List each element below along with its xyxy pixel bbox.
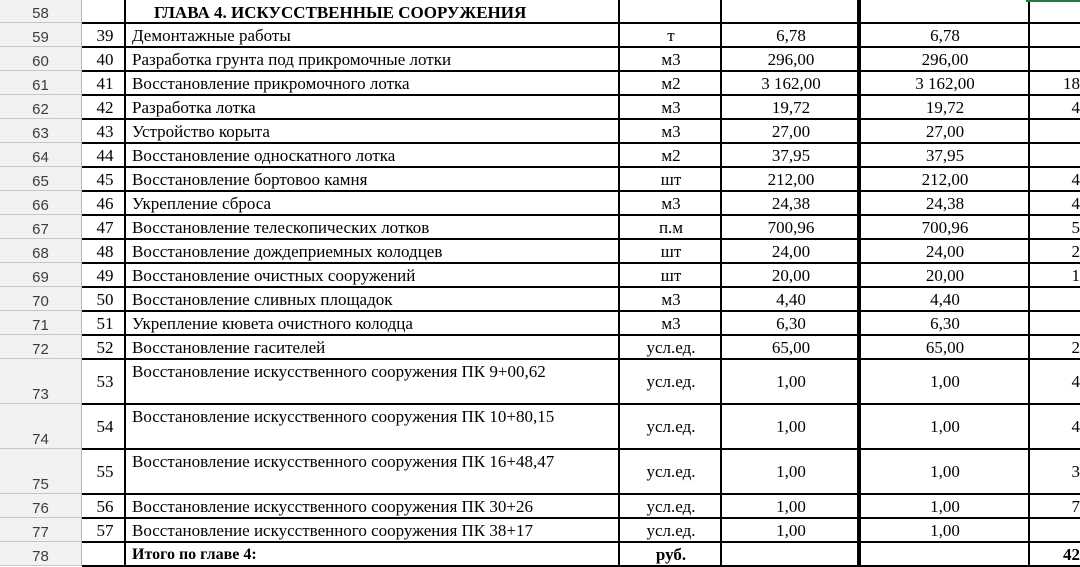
row-number: 55 (96, 461, 114, 481)
quantity-project[interactable]: 6,78 (776, 26, 806, 45)
row-header-63[interactable]: 63 (0, 119, 82, 143)
quantity-actual[interactable]: 700,96 (921, 218, 969, 237)
row-header-76[interactable]: 76 (0, 494, 82, 518)
row-number: 41 (96, 74, 114, 93)
unit-cell[interactable]: п.м (658, 218, 684, 237)
quantity-project[interactable]: 1,00 (776, 371, 806, 391)
work-name[interactable]: Восстановление прикромочного лотка (132, 74, 410, 93)
quantity-actual[interactable]: 4,40 (930, 290, 960, 309)
row-header-73[interactable]: 73 (0, 359, 82, 404)
row-number: 47 (96, 218, 114, 237)
row-header-64[interactable]: 64 (0, 143, 82, 167)
row-border (82, 118, 1080, 120)
quantity-project[interactable]: 3 162,00 (761, 74, 821, 93)
quantity-project[interactable]: 24,00 (771, 242, 811, 261)
column-border (1028, 0, 1030, 566)
quantity-project[interactable]: 6,30 (776, 314, 806, 333)
row-header-65[interactable]: 65 (0, 167, 82, 191)
amount-cell[interactable] (1030, 49, 1080, 71)
row-number: 42 (96, 98, 114, 117)
amount-cell[interactable]: 4 (1071, 170, 1080, 189)
unit-cell[interactable]: м3 (661, 98, 681, 117)
amount-cell[interactable] (1030, 121, 1080, 143)
row-header-75[interactable]: 75 (0, 449, 82, 494)
quantity-actual[interactable]: 19,72 (925, 98, 965, 117)
amount-cell[interactable]: 5 (1071, 218, 1080, 237)
amount-cell[interactable]: 4 (1071, 416, 1080, 436)
unit-cell[interactable]: м3 (661, 50, 681, 69)
row-number: 43 (96, 122, 114, 141)
amount-cell[interactable] (1030, 25, 1080, 47)
unit-cell[interactable]: шт (660, 242, 682, 261)
quantity-actual[interactable]: 1,00 (930, 521, 960, 540)
row-number: 50 (96, 290, 114, 309)
amount-cell[interactable] (1030, 313, 1080, 335)
unit-cell[interactable]: шт (660, 266, 682, 285)
row-header-62[interactable]: 62 (0, 95, 82, 119)
row-border (82, 22, 1080, 24)
chapter-title: ГЛАВА 4. ИСКУССТВЕННЫЕ СООРУЖЕНИЯ (154, 3, 527, 22)
row-border (82, 541, 1080, 543)
row-number: 45 (96, 170, 114, 189)
row-header-67[interactable]: 67 (0, 215, 82, 239)
row-header-60[interactable]: 60 (0, 47, 82, 71)
work-name[interactable]: Восстановление гасителей (132, 338, 326, 357)
unit-cell[interactable]: м2 (661, 74, 681, 93)
work-name[interactable]: Восстановление искусственного сооружения ПК 9+00,62 (132, 362, 546, 381)
row-number: 57 (96, 521, 114, 540)
quantity-actual[interactable]: 6,78 (930, 26, 960, 45)
unit-cell[interactable]: усл.ед. (646, 521, 696, 540)
quantity-project[interactable]: 65,00 (771, 338, 811, 357)
quantity-actual[interactable]: 3 162,00 (915, 74, 975, 93)
row-number: 44 (96, 146, 114, 165)
quantity-actual[interactable]: 1,00 (930, 371, 960, 391)
amount-cell[interactable] (1030, 520, 1080, 542)
amount-cell[interactable]: 4 (1071, 98, 1080, 117)
row-border (82, 94, 1080, 96)
unit-cell[interactable]: усл.ед. (646, 338, 696, 357)
unit-cell[interactable]: усл.ед. (646, 461, 696, 481)
row-border (82, 286, 1080, 288)
row-border (82, 142, 1080, 144)
row-number: 52 (96, 338, 114, 357)
quantity-actual[interactable]: 1,00 (930, 416, 960, 436)
row-header-58[interactable]: 58 (0, 0, 82, 23)
quantity-actual[interactable] (860, 544, 1030, 566)
work-name[interactable]: Восстановление сливных площадок (132, 290, 393, 309)
row-border (82, 262, 1080, 264)
quantity-actual[interactable]: 6,30 (930, 314, 960, 333)
row-border (82, 166, 1080, 168)
column-border (720, 0, 722, 566)
work-name[interactable]: Демонтажные работы (132, 26, 291, 45)
unit-cell[interactable]: усл.ед. (646, 416, 696, 436)
row-header-59[interactable]: 59 (0, 23, 82, 47)
quantity-project[interactable]: 1,00 (776, 416, 806, 436)
unit-cell[interactable]: м3 (661, 122, 681, 141)
work-name[interactable]: Восстановление односкатного лотка (132, 146, 396, 165)
row-number: 56 (96, 497, 114, 516)
row-number: 53 (96, 371, 114, 391)
row-number: 49 (96, 266, 114, 285)
unit-cell[interactable]: м3 (661, 290, 681, 309)
quantity-project[interactable]: 212,00 (767, 170, 815, 189)
row-number: 46 (96, 194, 114, 213)
row-header-78[interactable]: 78 (0, 542, 82, 566)
amount-cell[interactable]: 4 (1071, 194, 1080, 213)
work-name[interactable]: Восстановление искусственного сооружения ПК 38+17 (132, 521, 533, 540)
quantity-actual[interactable]: 37,95 (925, 146, 965, 165)
unit-cell[interactable]: м2 (661, 146, 681, 165)
amount-cell[interactable]: 3 (1071, 461, 1080, 481)
row-header-69[interactable]: 69 (0, 263, 82, 287)
work-name[interactable]: Укрепление кювета очистного колодца (132, 314, 413, 333)
work-name[interactable]: Восстановление бортовоо камня (132, 170, 368, 189)
work-name[interactable]: Восстановление искусственного сооружения ПК 10+80,15 (132, 407, 555, 426)
quantity-project[interactable]: 27,00 (771, 122, 811, 141)
quantity-actual[interactable]: 1,00 (930, 497, 960, 516)
quantity-actual[interactable]: 24,38 (925, 194, 965, 213)
work-name[interactable]: Итого по главе 4: (132, 546, 257, 563)
column-border (124, 0, 126, 566)
row-header-72[interactable]: 72 (0, 335, 82, 359)
work-name[interactable]: Устройство корыта (132, 122, 270, 141)
amount-cell[interactable]: 18 (1063, 74, 1080, 93)
row-border (82, 310, 1080, 312)
quantity-project[interactable]: 700,96 (767, 218, 815, 237)
row-border (82, 448, 1080, 450)
amount-cell[interactable]: 2 (1071, 242, 1080, 261)
work-name[interactable]: Укрепление сброса (132, 194, 272, 213)
column-border (618, 0, 620, 566)
row-border (82, 46, 1080, 48)
row-header-74[interactable]: 74 (0, 404, 82, 449)
amount-cell[interactable]: 2 (1071, 338, 1080, 357)
work-name[interactable]: Разработка грунта под прикромочные лотки (132, 50, 452, 69)
work-name[interactable]: Восстановление искусственного сооружения ПК 30+26 (132, 497, 533, 516)
unit-cell[interactable]: усл.ед. (646, 371, 696, 391)
quantity-project[interactable]: 1,00 (776, 461, 806, 481)
row-number: 51 (96, 314, 114, 333)
row-number (84, 544, 126, 566)
quantity-project[interactable]: 4,40 (776, 290, 806, 309)
row-border (82, 214, 1080, 216)
row-number: 40 (96, 50, 114, 69)
quantity-actual[interactable]: 24,00 (925, 242, 965, 261)
row-border (82, 403, 1080, 405)
row-border (82, 238, 1080, 240)
row-border (82, 493, 1080, 495)
quantity-actual[interactable]: 65,00 (925, 338, 965, 357)
work-name[interactable]: Восстановление дождеприемных колодцев (132, 242, 443, 261)
row-number: 48 (96, 242, 114, 261)
quantity-project[interactable]: 37,95 (771, 146, 811, 165)
quantity-actual[interactable]: 20,00 (925, 266, 965, 285)
work-name[interactable]: Восстановление искусственного сооружения ПК 16+48,47 (132, 452, 555, 471)
quantity-project[interactable]: 19,72 (771, 98, 811, 117)
work-name[interactable]: Восстановление очистных сооружений (132, 266, 416, 285)
quantity-actual[interactable]: 27,00 (925, 122, 965, 141)
row-border (82, 70, 1080, 72)
work-name[interactable]: Восстановление телескопических лотков (132, 218, 430, 237)
unit-cell[interactable]: т (667, 26, 675, 45)
row-number: 39 (96, 26, 114, 45)
quantity-project[interactable] (722, 544, 860, 566)
quantity-project[interactable]: 296,00 (767, 50, 815, 69)
row-number: 54 (96, 416, 114, 436)
quantity-actual[interactable]: 212,00 (921, 170, 969, 189)
amount-cell[interactable]: 4 (1071, 371, 1080, 391)
quantity-project[interactable]: 20,00 (771, 266, 811, 285)
amount-cell[interactable]: 7 (1071, 497, 1080, 516)
row-header-68[interactable]: 68 (0, 239, 82, 263)
unit-cell[interactable]: руб. (655, 545, 687, 564)
row-border (82, 190, 1080, 192)
quantity-actual[interactable]: 1,00 (930, 461, 960, 481)
row-header-77[interactable]: 77 (0, 518, 82, 542)
row-border (82, 358, 1080, 360)
column-border (857, 0, 861, 566)
row-border (82, 517, 1080, 519)
unit-cell[interactable]: м3 (661, 314, 681, 333)
amount-cell[interactable]: 1 (1071, 266, 1080, 285)
selection-indicator (1026, 0, 1080, 2)
quantity-actual[interactable]: 296,00 (921, 50, 969, 69)
amount-cell[interactable] (1030, 289, 1080, 311)
work-name[interactable]: Разработка лотка (132, 98, 256, 117)
row-header-71[interactable]: 71 (0, 311, 82, 335)
quantity-project[interactable]: 1,00 (776, 521, 806, 540)
row-header-61[interactable]: 61 (0, 71, 82, 95)
amount-cell[interactable]: 42 (1063, 545, 1080, 564)
quantity-project[interactable]: 24,38 (771, 194, 811, 213)
row-header-66[interactable]: 66 (0, 191, 82, 215)
unit-cell[interactable]: шт (660, 170, 682, 189)
quantity-project[interactable]: 1,00 (776, 497, 806, 516)
row-border (82, 334, 1080, 336)
row-header-70[interactable]: 70 (0, 287, 82, 311)
unit-cell[interactable]: усл.ед. (646, 497, 696, 516)
amount-cell[interactable] (1030, 145, 1080, 167)
unit-cell[interactable]: м3 (661, 194, 681, 213)
